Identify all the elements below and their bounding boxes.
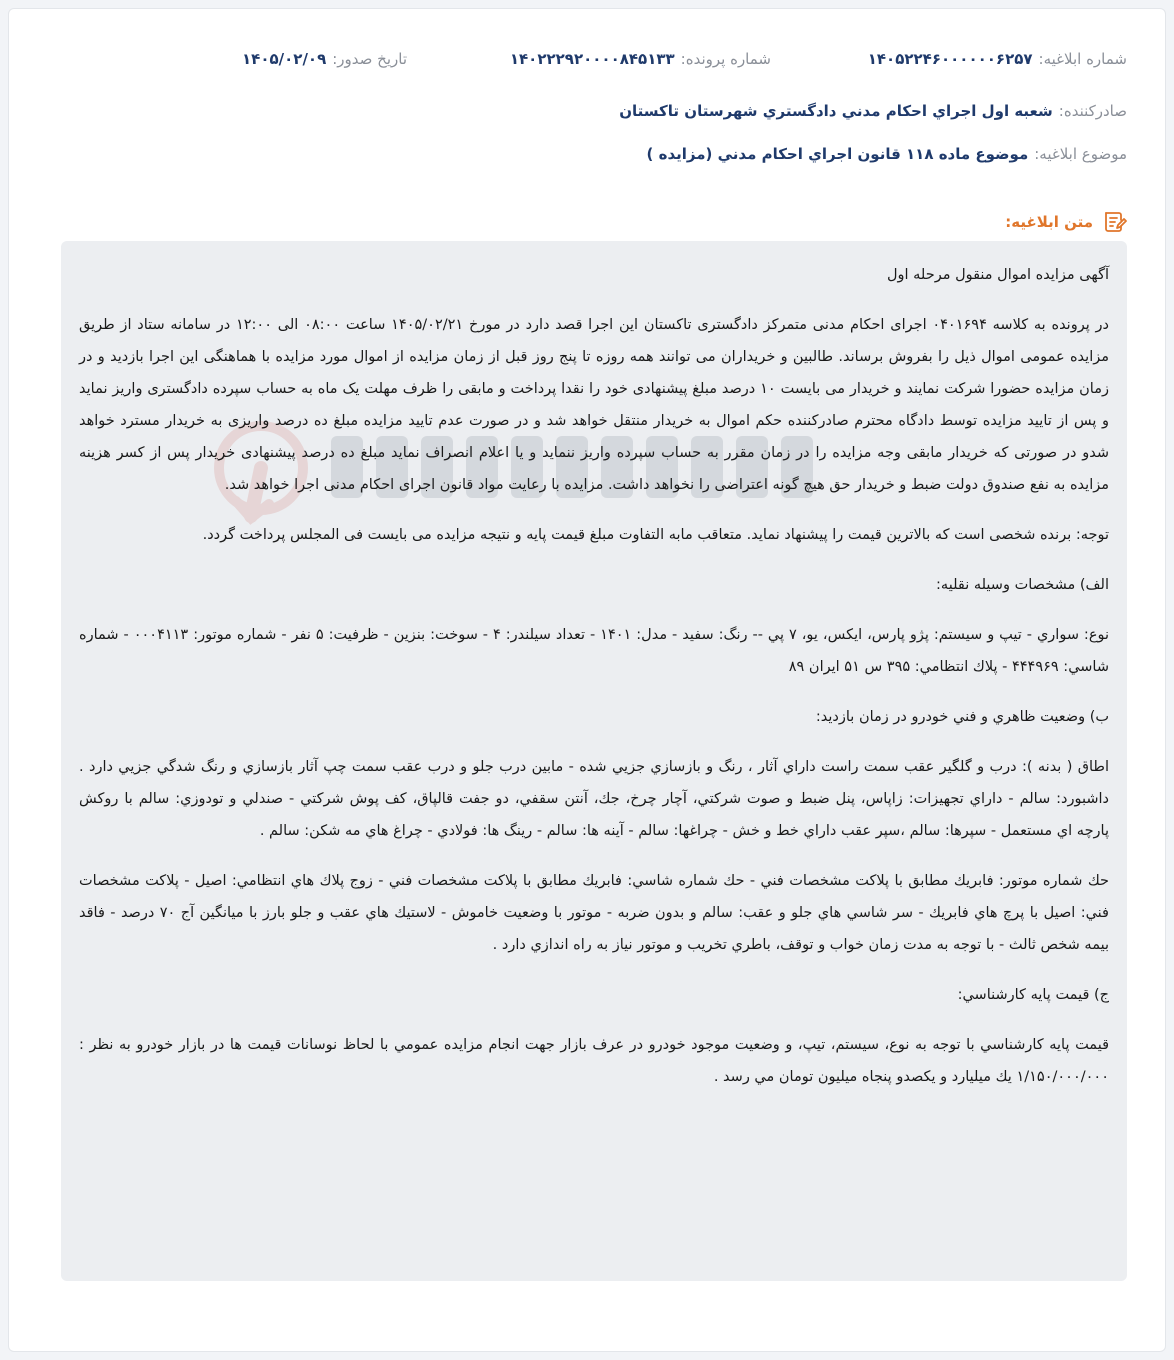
body-paragraph-9: ج) قيمت پايه كارشناسي: <box>957 987 1109 1003</box>
issue-date-label: تاريخ صدور: <box>332 50 407 68</box>
body-paragraph-8: حك شماره موتور: فابريك مطابق با پلاكت مشخصات فني - حك شماره شاسي: فابريك مطابق با پلاكت مشخصات فني - زوج پلاك هاي انتظامي: اصيل - پلاكت مشخصات فني: اصيل با پرچ هاي فابريك - سر شاسي هاي جلو و عقب: سالم و بدون ضربه - موتور با وضعيت خاموش - لاستيك هاي عقب و جلو بارز با ميانگين آج ۷۰ درصد - فاقد بيمه شخص ثالث - با توجه به مدت زمان خواب و توقف، باطري تخريب و موتور نياز به راه اندازي دارد . <box>79 873 1109 953</box>
notice-card <box>8 8 1166 1352</box>
issuer-value: شعبه اول اجراي احکام مدني دادگستري شهرستان تاکستان <box>619 102 1053 120</box>
body-paragraph-10: قيمت پايه كارشناسي با توجه به نوع، سيستم، تيپ، و وضعيت موجود خودرو در عرف بازار جهت انجام مزايده عمومي با لحاظ نوسانات قيمت ها در بازار خودرو به نظر : ۱/۱۵۰/۰۰۰/۰۰۰ يك ميليارد و يكصدو پنجاه ميليون تومان مي رسد . <box>79 1037 1109 1085</box>
case-number <box>510 50 771 68</box>
issue-date-value: ۱۴۰۵/۰۲/۰۹ <box>242 50 327 68</box>
subject <box>647 145 1127 163</box>
notice-number-value: ۱۴۰۵۲۲۴۶۰۰۰۰۰۰۶۲۵۷ <box>867 50 1033 68</box>
issuer <box>619 102 1127 120</box>
body-paragraph-5: نوع: سواري - تيپ و سيستم: پژو پارس، ايکس، يو، ۷ پي -- رنگ: سفيد - مدل: ۱۴۰۱ - تعداد سيلندر: ۴ - سوخت: بنزين - ظرفيت: ۵ نفر - شماره موتور: ۰۰۰۴۱۱۳ - شماره شاسي: ۴۴۴۹۶۹ - پلاك انتظامي: ۳۹۵ س ۵۱ ايران ۸۹ <box>79 627 1109 675</box>
notice-body <box>61 241 1127 1281</box>
body-paragraph-1: آگهی مزایده اموال منقول مرحله اول <box>886 267 1109 283</box>
section-title <box>1005 209 1127 235</box>
section-title-text: متن ابلاغيه: <box>1005 213 1093 231</box>
body-paragraph-4: الف) مشخصات وسيله نقليه: <box>936 577 1109 593</box>
body-paragraph-6: ب) وضعيت ظاهري و فني خودرو در زمان بازديد: <box>815 709 1109 725</box>
case-number-value: ۱۴۰۲۲۲۹۲۰۰۰۰۸۴۵۱۳۳ <box>509 50 675 68</box>
issue-date <box>242 50 407 68</box>
body-paragraph-7: اطاق ( بدنه ): درب و گلگير عقب سمت راست داراي آثار ، رنگ و بازسازي جزيي شده - مابين درب جلو و درب عقب سمت چپ آثار بازسازي و رنگ شدگي جزيي دارد . داشبورد: سالم - داراي تجهيزات: زاپاس، پنل ضبط و صوت شركتي، آچار چرخ، جك، آنتن سقفي، دو جفت قالپاق، كف پوش شركتي - صندلي و تودوزي: سالم با روكش پارچه اي مستعمل - سپرها: سالم ،سپر عقب داراي خط و خش - چراغها: سالم - آينه ها: سالم - رينگ ها: فولادي - چراغ هاي مه شكن: سالم . <box>79 759 1109 839</box>
body-paragraph-3: توجه: برنده شخصی است که بالاترین قیمت را پیشنهاد نماید. متعاقب مابه التفاوت مبلغ قیمت پایه و نتیجه مزایده می بایست فی المجلس پرداخت گردد. <box>202 527 1109 543</box>
issuer-label: صادرکننده: <box>1058 102 1127 120</box>
subject-value: موضوع ماده ۱۱۸ قانون اجراي احکام مدني (مزايده ) <box>646 145 1029 163</box>
case-number-label: شماره پرونده: <box>680 50 771 68</box>
subject-label: موضوع ابلاغيه: <box>1034 145 1127 163</box>
note-icon <box>1101 209 1127 235</box>
notice-number-label: شماره ابلاغيه: <box>1038 50 1127 68</box>
body-paragraph-2: در پرونده به کلاسه ۰۴۰۱۶۹۴ اجرای احکام مدنی متمرکز دادگستری تاکستان این اجرا قصد دارد در مورخ ۱۴۰۵/۰۲/۲۱ ساعت ۰۸:۰۰ الی ۱۲:۰۰ در سامانه ستاد از طریق مزایده عمومی اموال ذیل را بفروش برساند. طالبین و خریداران می توانند همه روزه تا پنج روز قبل از زمان مزایده از اموال مورد مزایده با هماهنگی این اجرا بازدید و در زمان مزایده حضورا شرکت نمایند و خریدار می بایست ۱۰ درصد مبلغ پیشنهادی خود را نقدا پرداخت و مابقی را ظرف مهلت یک ماه به حساب سپرده دادگستری واریز نماید و پس از تایید مزایده توسط دادگاه محترم صادرکننده حکم اموال به خریدار منتقل خواهد شد و در صورت عدم تایید مزایده مبلغ ده درصد واریزی به خریدار مسترد خواهد شدو در صورتی که خریدار مابقی وجه مزایده را در زمان مقرر به حساب سپرده واریز ننماید و یا اعلام انصراف نماید مبلغ ده درصد پیشنهادی خریدار پس از کسر هزینه مزایده به نفع صندوق دولت ضبط و خریدار حق هیچ گونه اعتراضی را نخواهد داشت. مزایده با رعایت مواد قانون اجرای احکام مدنی اجرا خواهد شد. <box>79 317 1109 493</box>
meta-row-issuer <box>47 102 1127 120</box>
meta-row-subject <box>47 145 1127 163</box>
notice-number <box>868 50 1127 68</box>
